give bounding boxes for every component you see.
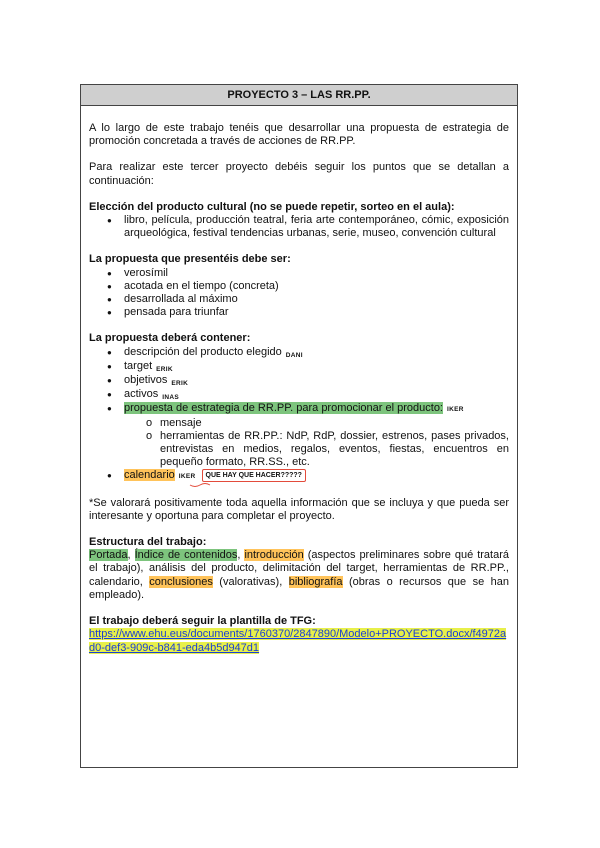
item-text: activos xyxy=(124,388,159,401)
list-item xyxy=(89,402,509,469)
structure-paragraph xyxy=(89,549,509,602)
structure-portada: Portada xyxy=(89,549,128,562)
separator: , xyxy=(127,549,135,562)
item-text: calendario xyxy=(124,469,175,482)
item-text: propuesta de estrategia de RR.PP. para promocionar el producto: xyxy=(124,402,443,415)
contents-list xyxy=(89,346,509,484)
structure-text: (aspectos preliminares sobre qué tratará el trabajo), análisis del producto, delimitación del target, herramientas de RR.PP., calendario, xyxy=(89,549,509,588)
list-item xyxy=(89,374,509,388)
squiggle-mark xyxy=(189,482,211,488)
list-item: ● desarrollada al máximo xyxy=(89,293,509,306)
item-text: descripción del producto elegido xyxy=(124,345,282,358)
section-structure-title: Estructura del trabajo: xyxy=(89,536,207,549)
product-list xyxy=(89,214,509,240)
structure-introduccion: introducción xyxy=(244,549,304,562)
list-item: o mensaje xyxy=(124,417,509,430)
list-item: ● libro, película, producción teatral, feria arte contemporáneo, cómic, exposición arqueológica, festival tendencias urbanas, serie, museo, convención cultural xyxy=(89,214,509,240)
template-link-line xyxy=(89,628,509,654)
list-item: ● pensada para triunfar xyxy=(89,306,509,319)
document-box xyxy=(80,84,518,768)
structure-conclusiones: conclusiones xyxy=(149,575,213,588)
assignee-tag: ERIK xyxy=(171,380,189,388)
section-contents-title: La propuesta deberá contener: xyxy=(89,332,251,345)
intro-paragraph-2: Para realizar este tercer proyecto debéis seguir los puntos que se detallan a continuación: xyxy=(89,161,509,187)
structure-text: (valorativas), xyxy=(212,575,289,588)
item-text: target xyxy=(124,359,153,372)
document-title: PROYECTO 3 – LAS RR.PP. xyxy=(81,85,517,106)
assignee-tag: IKER xyxy=(447,406,464,414)
document-body xyxy=(81,106,517,655)
list-item xyxy=(89,469,509,483)
section-template-title: El trabajo deberá seguir la plantilla de TFG: xyxy=(89,615,316,628)
assignee-tag: IKER xyxy=(178,473,196,481)
valuation-note: *Se valorará positivamente toda aquella información que se incluya y que pueda ser interesante y oportuna para completar el proyecto. xyxy=(89,496,509,522)
intro-paragraph-1: A lo largo de este trabajo tenéis que desarrollar una propuesta de estrategia de promoción concretada a través de acciones de RR.PP. xyxy=(89,122,509,148)
list-item xyxy=(89,360,509,374)
comment-note: QUE HAY QUE HACER????? xyxy=(202,469,306,482)
template-link[interactable]: https://www.ehu.eus/documents/1760370/2847890/Modelo+PROYECTO.docx/f4972ad0-def3-909c-b841-eda4b5d947d1 xyxy=(89,628,507,654)
assignee-tag: INAS xyxy=(162,394,179,402)
assignee-tag: ERIK xyxy=(156,365,173,373)
list-item: ● verosímil xyxy=(89,267,509,280)
section-product-title: Elección del producto cultural (no se puede repetir, sorteo en el aula): xyxy=(89,200,455,213)
section-proposal-title: La propuesta que presentéis debe ser: xyxy=(89,253,291,266)
assignee-tag: DANI xyxy=(285,351,303,359)
list-item xyxy=(89,388,509,402)
structure-indice: Índice de contenidos xyxy=(134,549,238,562)
separator: , xyxy=(237,549,245,562)
proposal-list xyxy=(89,267,509,320)
list-item xyxy=(89,346,509,360)
structure-text: (obras o recursos que se han empleado). xyxy=(89,575,510,601)
list-item: ● acotada en el tiempo (concreta) xyxy=(89,280,509,293)
strategy-sublist xyxy=(124,417,509,470)
list-item: o herramientas de RR.PP.: NdP, RdP, dossier, estrenos, pases privados, entrevistas en medios, regalos, eventos, fiestas, encuentros en pequeño formato, RR.SS., etc. xyxy=(124,430,509,470)
structure-bibliografia: bibliografía xyxy=(288,575,343,588)
item-text: objetivos xyxy=(124,374,168,387)
